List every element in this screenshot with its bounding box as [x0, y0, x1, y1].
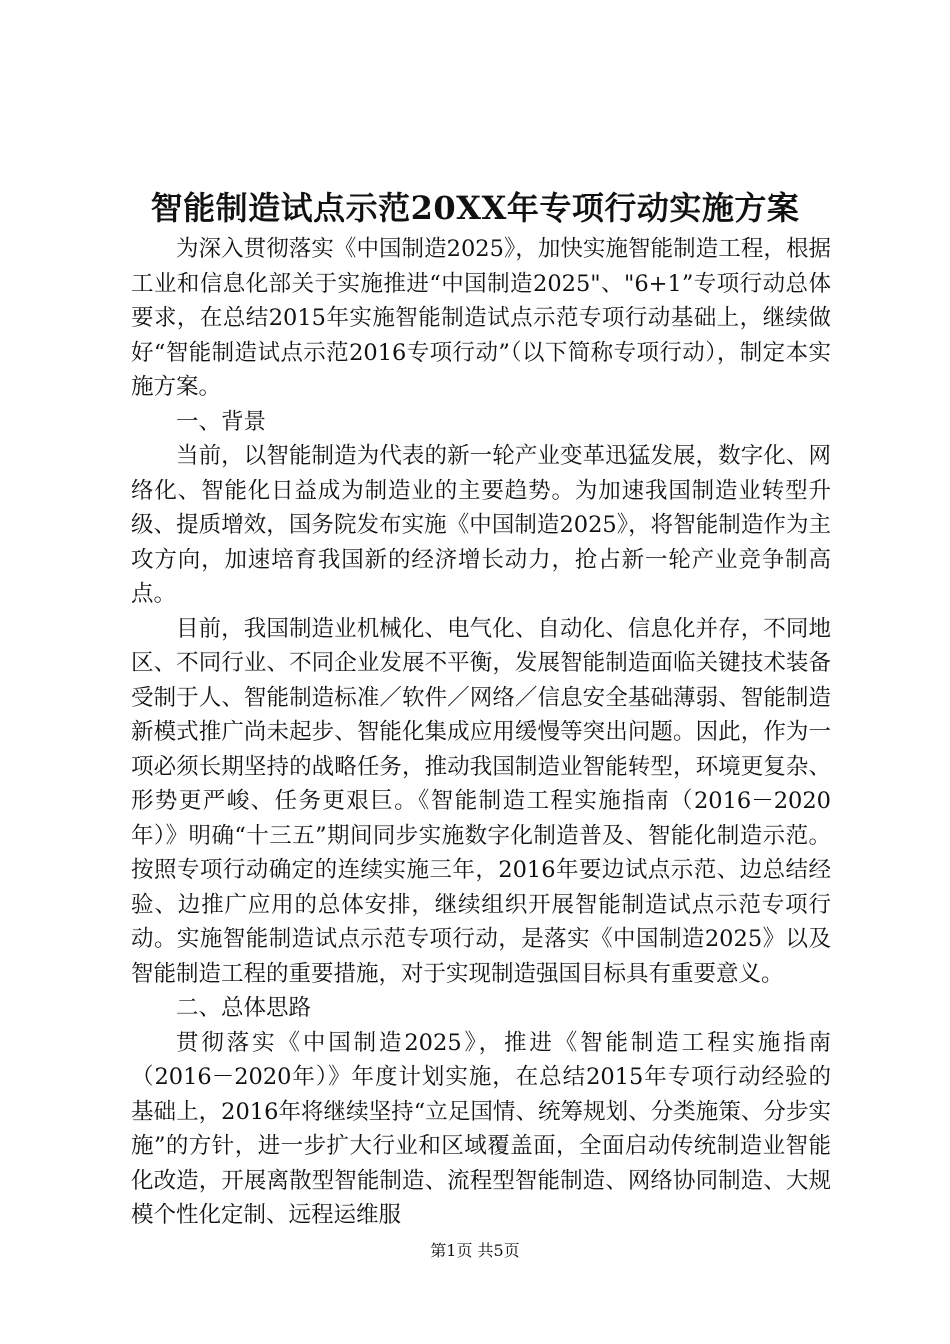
document-title: 智能制造试点示范20XX年专项行动实施方案: [150, 189, 800, 227]
paragraph-intro: 为深入贯彻落实《中国制造2025》，加快实施智能制造工程，根据工业和信息化部关于实施推进“中国制造2025"、"6+1”专项行动总体要求，在总结2015年实施智能制造试点示范专项行动基础上，继续做好“智能制造试点示范2016专项行动”（以下简称专项行动），制定本实施方案。: [131, 236, 831, 400]
paragraph-overall-approach: 贯彻落实《中国制造2025》，推进《智能制造工程实施指南（2016－2020年）》年度计划实施，在总结2015年专项行动经验的基础上，2016年将继续坚持“立足国情、统筹规划、分类施策、分步实施”的方针，进一步扩大行业和区域覆盖面，全面启动传统制造业智能化改造，开展离散型智能制造、流程型智能制造、网络协同制造、大规模个性化定制、远程运维服: [131, 1029, 831, 1228]
section-heading-background: 一、背景: [176, 408, 267, 435]
section-heading-overall-approach: 二、总体思路: [176, 995, 312, 1021]
paragraph-background-2: 目前，我国制造业机械化、电气化、自动化、信息化并存，不同地区、不同行业、不同企业发展不平衡，发展智能制造面临关键技术装备受制于人、智能制造标准／软件／网络／信息安全基础薄弱、智能制造新模式推广尚未起步、智能化集成应用缓慢等突出问题。因此，作为一项必须长期坚持的战略任务，推动我国制造业智能转型，环境更复杂、形势更严峻、任务更艰巨。《智能制造工程实施指南（2016－2020年）》明确“十三五”期间同步实施数字化制造普及、智能化制造示范。按照专项行动确定的连续实施三年，2016年要边试点示范、边总结经验、边推广应用的总体安排，继续组织开展智能制造试点示范专项行动。实施智能制造试点示范专项行动，是落实《中国制造2025》以及智能制造工程的重要措施，对于实现制造强国目标具有重要意义。: [131, 615, 831, 987]
document-body: [131, 232, 831, 1233]
paragraph-background-1: 当前，以智能制造为代表的新一轮产业变革迅猛发展，数字化、网络化、智能化日益成为制造业的主要趋势。为加速我国制造业转型升级、提质增效，国务院发布实施《中国制造2025》，将智能制造作为主攻方向，加速培育我国新的经济增长动力，抢占新一轮产业竞争制高点。: [131, 443, 831, 607]
page-footer: 第1页 共5页: [430, 1241, 520, 1260]
